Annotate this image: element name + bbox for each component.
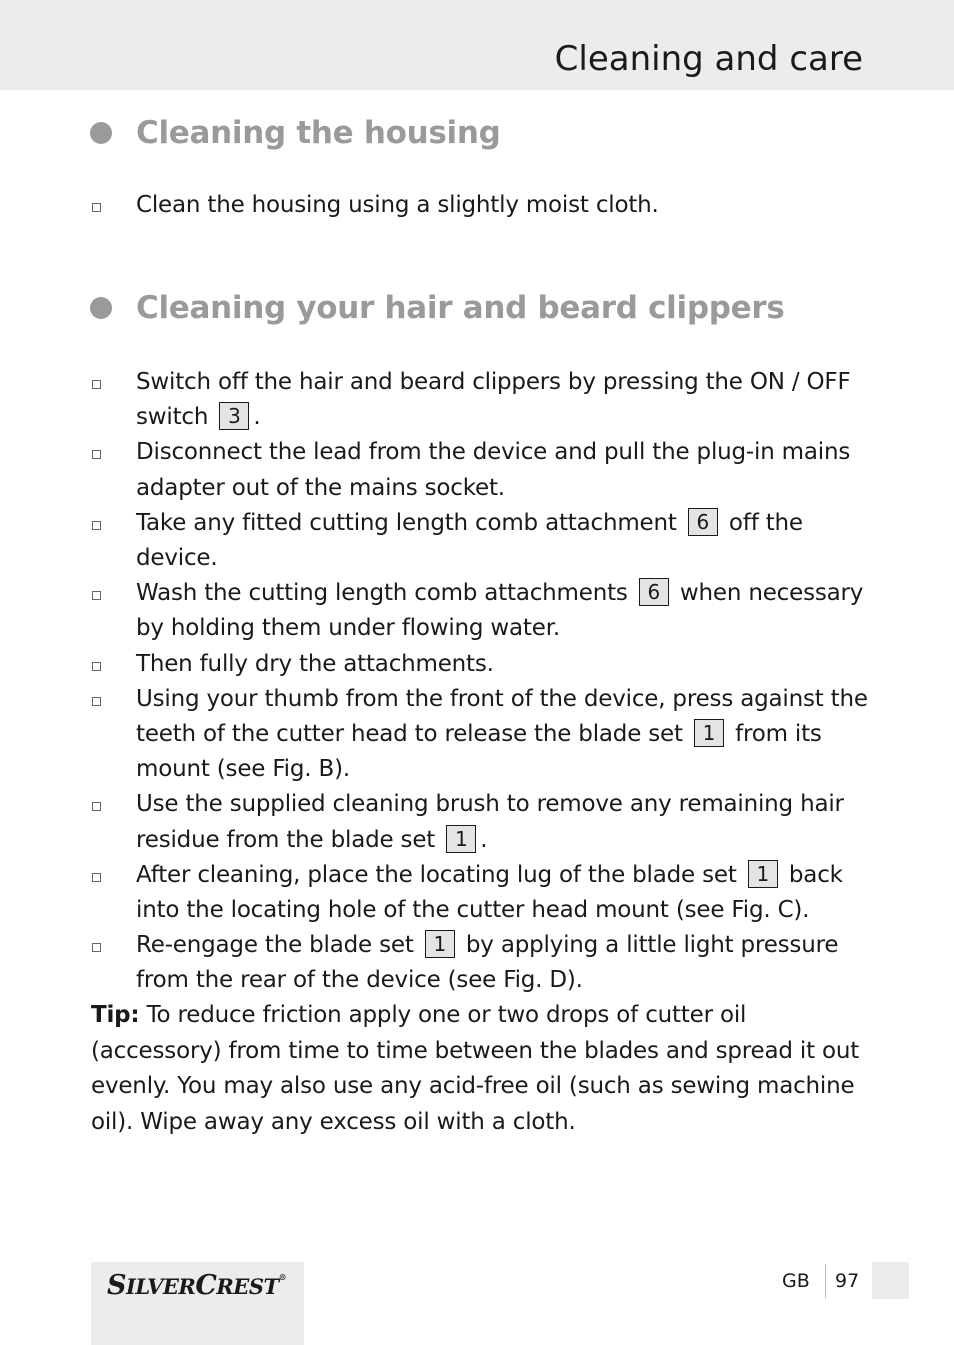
square-bullet-icon bbox=[92, 697, 101, 706]
page-number: 97 bbox=[835, 1270, 860, 1292]
part-reference: 6 bbox=[688, 508, 718, 536]
list-item bbox=[90, 365, 870, 435]
tip-paragraph bbox=[91, 998, 871, 1140]
step-text: Disconnect the lead from the device and pull the plug-in mains adapter out of the mains socket. bbox=[136, 439, 851, 501]
list-item bbox=[90, 506, 870, 576]
housing-steps-list bbox=[90, 188, 870, 223]
list-item bbox=[90, 858, 870, 928]
list-item bbox=[90, 647, 870, 682]
section-heading-housing bbox=[90, 111, 501, 155]
step-text: Then fully dry the attachments. bbox=[136, 650, 494, 677]
section-heading-text: Cleaning the housing bbox=[136, 115, 501, 151]
square-bullet-icon bbox=[92, 802, 101, 811]
square-bullet-icon bbox=[92, 662, 101, 671]
square-bullet-icon bbox=[92, 380, 101, 389]
bullet-dot-icon bbox=[90, 122, 112, 144]
part-reference: 3 bbox=[219, 402, 249, 430]
step-text: Take any fitted cutting length comb attachment bbox=[136, 509, 677, 536]
tip-text: To reduce friction apply one or two drops of cutter oil (accessory) from time to time between the blades and spread it out evenly. You may also use any acid-free oil (such as sewing machine oil). Wipe away any excess oil with a cloth. bbox=[91, 1002, 860, 1135]
part-reference: 1 bbox=[425, 930, 455, 958]
step-text: Wash the cutting length comb attachments bbox=[136, 580, 628, 607]
step-text: . bbox=[253, 404, 261, 431]
step-text: Re-engage the blade set bbox=[136, 932, 414, 959]
language-code: GB bbox=[782, 1270, 810, 1292]
list-item bbox=[90, 928, 870, 998]
step-text: Using your thumb from the front of the device, press against the teeth of the cutter head to release the blade set bbox=[136, 685, 868, 748]
step-text: when necessary by holding them under flowing water. bbox=[136, 580, 864, 642]
section-heading-text: Cleaning your hair and beard clippers bbox=[136, 290, 785, 326]
list-item bbox=[90, 576, 870, 646]
step-text: off the device. bbox=[136, 509, 803, 572]
list-item bbox=[90, 682, 870, 788]
list-item bbox=[90, 435, 870, 505]
step-text: by applying a little light pressure from the rear of the device (see Fig. D). bbox=[136, 932, 839, 994]
square-bullet-icon bbox=[92, 591, 101, 600]
square-bullet-icon bbox=[92, 873, 101, 882]
list-item bbox=[90, 188, 870, 223]
square-bullet-icon bbox=[92, 450, 101, 459]
square-bullet-icon bbox=[92, 521, 101, 530]
page-title: Cleaning and care bbox=[554, 39, 863, 79]
part-reference: 6 bbox=[639, 578, 669, 606]
step-text: Use the supplied cleaning brush to remove any remaining hair residue from the blade set bbox=[136, 791, 844, 853]
square-bullet-icon bbox=[92, 203, 101, 212]
brand-logo: SILVERCREST® bbox=[107, 1270, 287, 1301]
step-text: from its mount (see Fig. B). bbox=[136, 721, 822, 783]
step-text: Switch off the hair and beard clippers by pressing the ON / OFF switch bbox=[136, 369, 851, 431]
list-item bbox=[90, 787, 870, 857]
part-reference: 1 bbox=[748, 860, 778, 888]
step-text: After cleaning, place the locating lug of the blade set bbox=[136, 861, 737, 888]
footer-logo-box bbox=[91, 1262, 304, 1345]
clipper-steps-list bbox=[90, 365, 870, 999]
section-heading-clippers bbox=[90, 286, 784, 330]
bullet-dot-icon bbox=[90, 297, 112, 319]
step-text: back into the locating hole of the cutter head mount (see Fig. C). bbox=[136, 861, 843, 924]
part-reference: 1 bbox=[446, 825, 476, 853]
step-text: Clean the housing using a slightly moist cloth. bbox=[136, 192, 659, 218]
footer-divider bbox=[825, 1264, 826, 1298]
tip-label: Tip: bbox=[91, 1002, 140, 1028]
footer-tab bbox=[872, 1262, 909, 1299]
part-reference: 1 bbox=[694, 719, 724, 747]
square-bullet-icon bbox=[92, 943, 101, 952]
step-text: . bbox=[480, 826, 488, 853]
